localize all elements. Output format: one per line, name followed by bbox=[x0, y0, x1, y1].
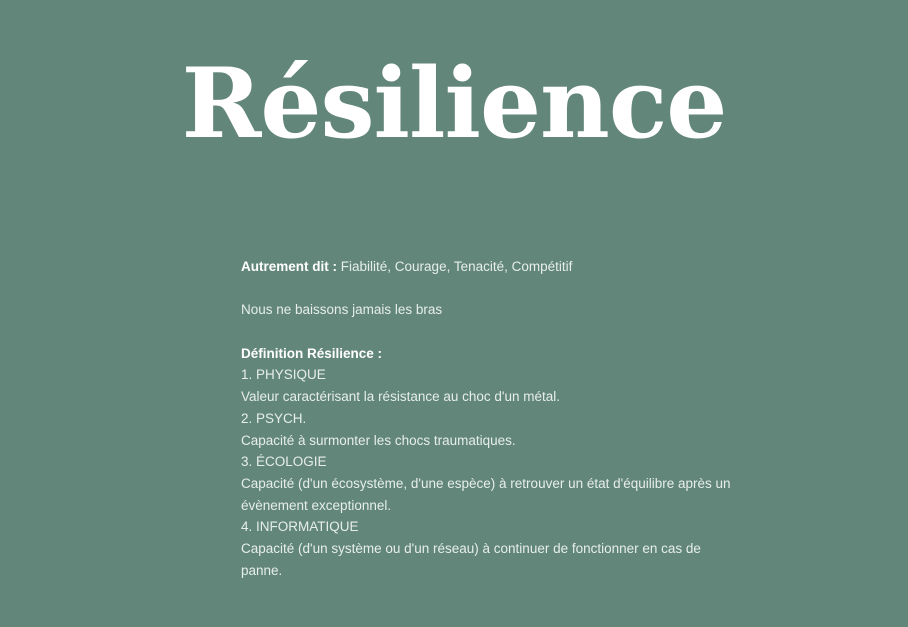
synonyms-value: Fiabilité, Courage, Tenacité, Compétitif bbox=[340, 259, 573, 274]
spacer bbox=[241, 321, 731, 343]
spacer bbox=[241, 278, 731, 300]
page-title: Résilience bbox=[181, 47, 727, 160]
tagline: Nous ne baissons jamais les bras bbox=[241, 302, 443, 318]
definition-item-title: 3. ÉCOLOGIE bbox=[241, 454, 327, 470]
definition-item-text: Valeur caractérisant la résistance au choc d'un métal. bbox=[241, 389, 560, 405]
definition-item-title: 4. INFORMATIQUE bbox=[241, 519, 359, 535]
synonyms-label: Autrement dit : bbox=[241, 259, 337, 274]
definition-item-title: 1. PHYSIQUE bbox=[241, 367, 326, 383]
definition-heading: Définition Résilience : bbox=[241, 345, 383, 361]
definition-item-title: 2. PSYCH. bbox=[241, 410, 307, 426]
definition-item-text: Capacité à surmonter les chocs traumatiques. bbox=[241, 432, 516, 448]
synonyms-line bbox=[241, 256, 731, 278]
definition-item-text: Capacité (d'un écosystème, d'une espèce) à retrouver un état d'équilibre après un évènement exceptionnel. bbox=[241, 476, 731, 513]
definition-item-text: Capacité (d'un système ou d'un réseau) à continuer de fonctionner en cas de panne. bbox=[241, 541, 701, 578]
description-block bbox=[241, 256, 731, 582]
